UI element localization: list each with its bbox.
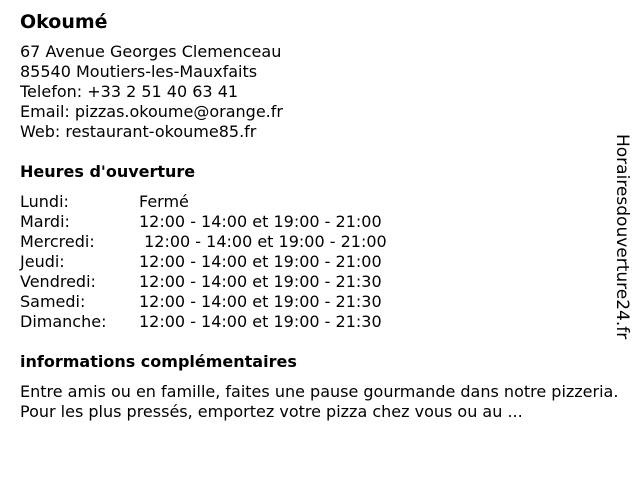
- hours-time: 12:00 - 14:00 et 19:00 - 21:30: [139, 292, 382, 311]
- hours-day: Mardi:: [20, 212, 70, 231]
- address-line-1: 67 Avenue Georges Clemenceau: [20, 42, 282, 61]
- hours-day: Samedi:: [20, 292, 86, 311]
- web-line: [20, 122, 610, 142]
- hours-row: [20, 232, 610, 252]
- hours-heading: Heures d'ouverture: [20, 162, 196, 181]
- hours-row: [20, 292, 610, 312]
- hours-row: [20, 252, 610, 272]
- hours-time: 12:00 - 14:00 et 19:00 - 21:00: [139, 212, 382, 231]
- info-heading: informations complémentaires: [20, 352, 297, 371]
- email-link[interactable]: pizzas.okoume@orange.fr: [74, 102, 283, 121]
- info-text: Entre amis ou en famille, faites une pause gourmande dans notre pizzeria. Pour les plus pressés, emportez votre pizza chez vous ou au ...: [20, 382, 619, 421]
- watermark-text: Horairesdouverture24.fr: [612, 134, 632, 340]
- address-line-2: 85540 Moutiers-les-Mauxfaits: [20, 62, 258, 81]
- hours-row: [20, 312, 610, 332]
- restaurant-card: [20, 10, 619, 422]
- hours-row: [20, 272, 610, 292]
- phone-line: [20, 82, 610, 102]
- phone-link[interactable]: +33 2 51 40 63 41: [87, 82, 239, 101]
- hours-table: [20, 192, 610, 332]
- web-label: Web:: [20, 122, 61, 141]
- email-line: [20, 102, 610, 122]
- hours-time: Fermé: [139, 192, 189, 211]
- hours-time: 12:00 - 14:00 et 19:00 - 21:30: [139, 312, 382, 331]
- hours-day: Jeudi:: [20, 252, 65, 271]
- hours-day: Dimanche:: [20, 312, 107, 331]
- hours-time: 12:00 - 14:00 et 19:00 - 21:00: [139, 232, 387, 251]
- web-link[interactable]: restaurant-okoume85.fr: [65, 122, 257, 141]
- hours-time: 12:00 - 14:00 et 19:00 - 21:30: [139, 272, 382, 291]
- hours-row: [20, 212, 610, 232]
- hours-row: [20, 192, 610, 212]
- email-label: Email:: [20, 102, 70, 121]
- hours-time: 12:00 - 14:00 et 19:00 - 21:00: [139, 252, 382, 271]
- restaurant-name: Okoumé: [20, 11, 108, 33]
- hours-day: Lundi:: [20, 192, 69, 211]
- hours-day: Vendredi:: [20, 272, 96, 291]
- hours-day: Mercredi:: [20, 232, 95, 251]
- phone-label: Telefon:: [20, 82, 83, 101]
